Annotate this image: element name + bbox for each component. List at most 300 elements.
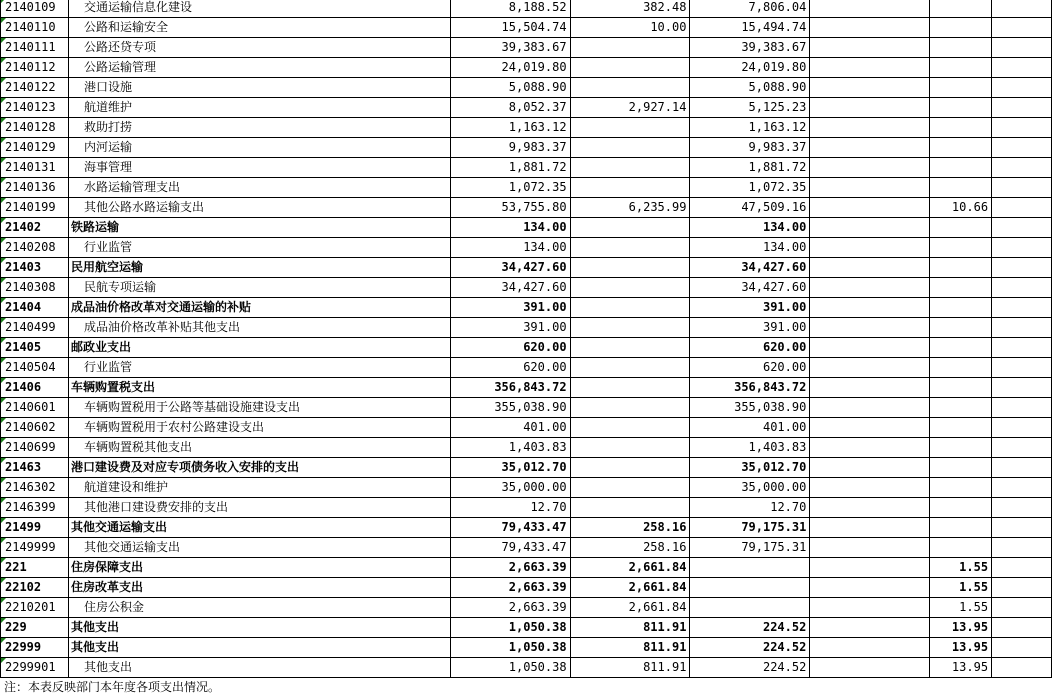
- cell-code[interactable]: 2210201: [1, 598, 69, 618]
- cell-project[interactable]: 224.52: [690, 638, 810, 658]
- cell-name[interactable]: 水路运输管理支出: [68, 178, 450, 198]
- cell-total[interactable]: 620.00: [450, 358, 570, 378]
- cell-code[interactable]: 2140123: [1, 98, 69, 118]
- cell-name[interactable]: 其他港口建设费安排的支出: [68, 498, 450, 518]
- cell-col6[interactable]: [810, 318, 930, 338]
- cell-col6[interactable]: [810, 478, 930, 498]
- cell-col6[interactable]: [810, 218, 930, 238]
- cell-basic[interactable]: 258.16: [570, 518, 690, 538]
- table-row: [1, 438, 1052, 458]
- table-row: [1, 138, 1052, 158]
- cell-col6[interactable]: [810, 158, 930, 178]
- cell-name[interactable]: 救助打捞: [68, 118, 450, 138]
- cell-col8[interactable]: [992, 58, 1052, 78]
- cell-col6[interactable]: [810, 338, 930, 358]
- cell-col8[interactable]: [992, 398, 1052, 418]
- cell-name[interactable]: 行业监管: [68, 238, 450, 258]
- cell-code[interactable]: 22102: [1, 578, 69, 598]
- cell-col7[interactable]: [930, 18, 992, 38]
- cell-total[interactable]: 620.00: [450, 338, 570, 358]
- cell-basic[interactable]: 10.00: [570, 18, 690, 38]
- cell-col7[interactable]: [930, 478, 992, 498]
- cell-project[interactable]: 34,427.60: [690, 278, 810, 298]
- cell-total[interactable]: 401.00: [450, 418, 570, 438]
- cell-col6[interactable]: [810, 238, 930, 258]
- cell-col6[interactable]: [810, 638, 930, 658]
- cell-basic[interactable]: 2,661.84: [570, 578, 690, 598]
- cell-col6[interactable]: [810, 298, 930, 318]
- cell-total[interactable]: 1,403.83: [450, 438, 570, 458]
- cell-col6[interactable]: [810, 398, 930, 418]
- cell-col6[interactable]: [810, 598, 930, 618]
- cell-col8[interactable]: [992, 438, 1052, 458]
- cell-col8[interactable]: [992, 358, 1052, 378]
- cell-col7[interactable]: [930, 98, 992, 118]
- cell-col6[interactable]: [810, 458, 930, 478]
- cell-col6[interactable]: [810, 138, 930, 158]
- cell-name[interactable]: 航道建设和维护: [68, 478, 450, 498]
- cell-code[interactable]: 2149999: [1, 538, 69, 558]
- cell-code[interactable]: 2140208: [1, 238, 69, 258]
- cell-col8[interactable]: [992, 578, 1052, 598]
- cell-name[interactable]: 住房改革支出: [68, 578, 450, 598]
- cell-col8[interactable]: [992, 378, 1052, 398]
- cell-col8[interactable]: [992, 458, 1052, 478]
- cell-code[interactable]: 22999: [1, 638, 69, 658]
- cell-project[interactable]: 15,494.74: [690, 18, 810, 38]
- cell-col6[interactable]: [810, 418, 930, 438]
- cell-basic[interactable]: [570, 178, 690, 198]
- table-row: [1, 358, 1052, 378]
- cell-code[interactable]: 2140111: [1, 38, 69, 58]
- cell-col7[interactable]: [930, 498, 992, 518]
- table-row: [1, 318, 1052, 338]
- cell-project[interactable]: 9,983.37: [690, 138, 810, 158]
- cell-basic[interactable]: [570, 158, 690, 178]
- cell-col7[interactable]: [930, 438, 992, 458]
- cell-basic[interactable]: [570, 278, 690, 298]
- cell-code[interactable]: 221: [1, 558, 69, 578]
- cell-total[interactable]: 35,012.70: [450, 458, 570, 478]
- cell-col7[interactable]: [930, 218, 992, 238]
- table-row: [1, 518, 1052, 538]
- cell-col6[interactable]: [810, 558, 930, 578]
- cell-col6[interactable]: [810, 78, 930, 98]
- table-row: [1, 0, 1052, 18]
- cell-col7[interactable]: [930, 518, 992, 538]
- cell-total[interactable]: 356,843.72: [450, 378, 570, 398]
- table-row: [1, 158, 1052, 178]
- cell-col7[interactable]: 13.95: [930, 658, 992, 678]
- cell-col8[interactable]: [992, 618, 1052, 638]
- cell-col8[interactable]: [992, 78, 1052, 98]
- cell-project[interactable]: [690, 598, 810, 618]
- cell-col6[interactable]: [810, 178, 930, 198]
- cell-col6[interactable]: [810, 58, 930, 78]
- cell-code[interactable]: 21499: [1, 518, 69, 538]
- cell-col8[interactable]: [992, 518, 1052, 538]
- cell-col7[interactable]: 1.55: [930, 598, 992, 618]
- cell-col6[interactable]: [810, 198, 930, 218]
- cell-col7[interactable]: [930, 258, 992, 278]
- cell-basic[interactable]: 6,235.99: [570, 198, 690, 218]
- cell-total[interactable]: 12.70: [450, 498, 570, 518]
- cell-project[interactable]: [690, 578, 810, 598]
- table-row: [1, 198, 1052, 218]
- cell-col8[interactable]: [992, 98, 1052, 118]
- cell-total[interactable]: 79,433.47: [450, 538, 570, 558]
- cell-total[interactable]: 39,383.67: [450, 38, 570, 58]
- cell-code[interactable]: 2140128: [1, 118, 69, 138]
- cell-col8[interactable]: [992, 598, 1052, 618]
- cell-code[interactable]: 21403: [1, 258, 69, 278]
- cell-col8[interactable]: [992, 158, 1052, 178]
- table-row: [1, 498, 1052, 518]
- cell-col6[interactable]: [810, 258, 930, 278]
- cell-col8[interactable]: [992, 258, 1052, 278]
- cell-name[interactable]: 邮政业支出: [68, 338, 450, 358]
- cell-code[interactable]: 2140112: [1, 58, 69, 78]
- cell-project[interactable]: 5,125.23: [690, 98, 810, 118]
- cell-col7[interactable]: [930, 418, 992, 438]
- cell-col7[interactable]: [930, 238, 992, 258]
- cell-total[interactable]: 24,019.80: [450, 58, 570, 78]
- cell-total[interactable]: 34,427.60: [450, 258, 570, 278]
- cell-project[interactable]: 24,019.80: [690, 58, 810, 78]
- cell-code[interactable]: 2140110: [1, 18, 69, 38]
- cell-total[interactable]: 1,050.38: [450, 618, 570, 638]
- cell-project[interactable]: 134.00: [690, 218, 810, 238]
- cell-col6[interactable]: [810, 658, 930, 678]
- cell-name[interactable]: 港口设施: [68, 78, 450, 98]
- cell-project[interactable]: 1,403.83: [690, 438, 810, 458]
- cell-total[interactable]: 1,050.38: [450, 658, 570, 678]
- cell-total[interactable]: 1,163.12: [450, 118, 570, 138]
- cell-project[interactable]: 7,806.04: [690, 0, 810, 18]
- cell-col8[interactable]: [992, 298, 1052, 318]
- cell-col7[interactable]: [930, 458, 992, 478]
- table-row: [1, 538, 1052, 558]
- cell-total[interactable]: 355,038.90: [450, 398, 570, 418]
- cell-total[interactable]: 8,188.52: [450, 0, 570, 18]
- cell-total[interactable]: 15,504.74: [450, 18, 570, 38]
- cell-col7[interactable]: 1.55: [930, 558, 992, 578]
- cell-name[interactable]: 住房公积金: [68, 598, 450, 618]
- cell-col6[interactable]: [810, 278, 930, 298]
- cell-col7[interactable]: [930, 298, 992, 318]
- cell-name[interactable]: 车辆购置税用于农村公路建设支出: [68, 418, 450, 438]
- cell-project[interactable]: 620.00: [690, 358, 810, 378]
- cell-basic[interactable]: [570, 418, 690, 438]
- cell-col8[interactable]: [992, 198, 1052, 218]
- cell-col7[interactable]: [930, 358, 992, 378]
- cell-col6[interactable]: [810, 438, 930, 458]
- cell-col7[interactable]: [930, 78, 992, 98]
- cell-basic[interactable]: 811.91: [570, 638, 690, 658]
- cell-project[interactable]: 12.70: [690, 498, 810, 518]
- cell-project[interactable]: 224.52: [690, 658, 810, 678]
- cell-col7[interactable]: [930, 138, 992, 158]
- cell-col8[interactable]: [992, 498, 1052, 518]
- cell-basic[interactable]: 258.16: [570, 538, 690, 558]
- cell-col8[interactable]: [992, 178, 1052, 198]
- cell-basic[interactable]: [570, 358, 690, 378]
- cell-project[interactable]: 5,088.90: [690, 78, 810, 98]
- cell-code[interactable]: 2146399: [1, 498, 69, 518]
- cell-name[interactable]: 成品油价格改革对交通运输的补贴: [68, 298, 450, 318]
- cell-code[interactable]: 2140504: [1, 358, 69, 378]
- cell-total[interactable]: 391.00: [450, 298, 570, 318]
- cell-code[interactable]: 21406: [1, 378, 69, 398]
- cell-col8[interactable]: [992, 0, 1052, 18]
- cell-name[interactable]: 成品油价格改革补贴其他支出: [68, 318, 450, 338]
- cell-name[interactable]: 车辆购置税用于公路等基础设施建设支出: [68, 398, 450, 418]
- cell-basic[interactable]: 2,661.84: [570, 598, 690, 618]
- cell-basic[interactable]: [570, 218, 690, 238]
- cell-code[interactable]: 2146302: [1, 478, 69, 498]
- cell-name[interactable]: 其他支出: [68, 638, 450, 658]
- cell-col8[interactable]: [992, 418, 1052, 438]
- cell-basic[interactable]: [570, 258, 690, 278]
- table-row: [1, 18, 1052, 38]
- cell-code[interactable]: 21405: [1, 338, 69, 358]
- cell-code[interactable]: 2140499: [1, 318, 69, 338]
- table-row: [1, 458, 1052, 478]
- cell-project[interactable]: 1,072.35: [690, 178, 810, 198]
- cell-total[interactable]: 8,052.37: [450, 98, 570, 118]
- cell-col8[interactable]: [992, 538, 1052, 558]
- cell-col7[interactable]: 1.55: [930, 578, 992, 598]
- cell-project[interactable]: [690, 558, 810, 578]
- cell-total[interactable]: 391.00: [450, 318, 570, 338]
- cell-total[interactable]: 134.00: [450, 238, 570, 258]
- cell-total[interactable]: 5,088.90: [450, 78, 570, 98]
- table-row: [1, 118, 1052, 138]
- cell-project[interactable]: 355,038.90: [690, 398, 810, 418]
- cell-col6[interactable]: [810, 98, 930, 118]
- cell-name[interactable]: 铁路运输: [68, 218, 450, 238]
- cell-col6[interactable]: [810, 578, 930, 598]
- cell-col7[interactable]: [930, 338, 992, 358]
- cell-basic[interactable]: [570, 118, 690, 138]
- table-row: [1, 278, 1052, 298]
- cell-col6[interactable]: [810, 538, 930, 558]
- cell-code[interactable]: 21404: [1, 298, 69, 318]
- cell-code[interactable]: 2140602: [1, 418, 69, 438]
- cell-basic[interactable]: [570, 478, 690, 498]
- cell-basic[interactable]: [570, 338, 690, 358]
- cell-basic[interactable]: 2,927.14: [570, 98, 690, 118]
- cell-code[interactable]: 229: [1, 618, 69, 638]
- cell-col7[interactable]: 10.66: [930, 198, 992, 218]
- cell-code[interactable]: 21463: [1, 458, 69, 478]
- cell-name[interactable]: 海事管理: [68, 158, 450, 178]
- cell-name[interactable]: 车辆购置税支出: [68, 378, 450, 398]
- cell-col8[interactable]: [992, 658, 1052, 678]
- table-row: [1, 638, 1052, 658]
- cell-code[interactable]: 2140601: [1, 398, 69, 418]
- table-row: [1, 558, 1052, 578]
- cell-name[interactable]: 其他交通运输支出: [68, 538, 450, 558]
- cell-total[interactable]: 9,983.37: [450, 138, 570, 158]
- cell-project[interactable]: 391.00: [690, 298, 810, 318]
- cell-name[interactable]: 港口建设费及对应专项债务收入安排的支出: [68, 458, 450, 478]
- cell-project[interactable]: 39,383.67: [690, 38, 810, 58]
- cell-basic[interactable]: [570, 58, 690, 78]
- cell-total[interactable]: 2,663.39: [450, 598, 570, 618]
- cell-basic[interactable]: [570, 318, 690, 338]
- cell-project[interactable]: 224.52: [690, 618, 810, 638]
- cell-basic[interactable]: [570, 238, 690, 258]
- cell-basic[interactable]: 382.48: [570, 0, 690, 18]
- cell-name[interactable]: 交通运输信息化建设: [68, 0, 450, 18]
- cell-name[interactable]: 内河运输: [68, 138, 450, 158]
- cell-code[interactable]: 2140699: [1, 438, 69, 458]
- table-row: [1, 578, 1052, 598]
- cell-basic[interactable]: [570, 298, 690, 318]
- cell-col7[interactable]: [930, 398, 992, 418]
- cell-col7[interactable]: [930, 178, 992, 198]
- cell-project[interactable]: 134.00: [690, 238, 810, 258]
- cell-col6[interactable]: [810, 0, 930, 18]
- cell-col7[interactable]: [930, 538, 992, 558]
- cell-col8[interactable]: [992, 18, 1052, 38]
- cell-name[interactable]: 民用航空运输: [68, 258, 450, 278]
- cell-total[interactable]: 134.00: [450, 218, 570, 238]
- cell-basic[interactable]: [570, 398, 690, 418]
- cell-col7[interactable]: [930, 58, 992, 78]
- cell-col7[interactable]: [930, 318, 992, 338]
- cell-col6[interactable]: [810, 18, 930, 38]
- cell-code[interactable]: 2140199: [1, 198, 69, 218]
- cell-col7[interactable]: [930, 38, 992, 58]
- cell-col6[interactable]: [810, 358, 930, 378]
- cell-total[interactable]: 1,881.72: [450, 158, 570, 178]
- cell-name[interactable]: 住房保障支出: [68, 558, 450, 578]
- cell-total[interactable]: 53,755.80: [450, 198, 570, 218]
- cell-project[interactable]: 35,012.70: [690, 458, 810, 478]
- cell-col8[interactable]: [992, 338, 1052, 358]
- cell-name[interactable]: 公路还贷专项: [68, 38, 450, 58]
- cell-code[interactable]: 2140308: [1, 278, 69, 298]
- cell-project[interactable]: 79,175.31: [690, 538, 810, 558]
- cell-col8[interactable]: [992, 38, 1052, 58]
- cell-project[interactable]: 79,175.31: [690, 518, 810, 538]
- cell-basic[interactable]: 2,661.84: [570, 558, 690, 578]
- cell-col7[interactable]: [930, 118, 992, 138]
- cell-col7[interactable]: [930, 158, 992, 178]
- table-row: [1, 418, 1052, 438]
- cell-col8[interactable]: [992, 638, 1052, 658]
- cell-col6[interactable]: [810, 118, 930, 138]
- cell-col8[interactable]: [992, 218, 1052, 238]
- cell-name[interactable]: 公路和运输安全: [68, 18, 450, 38]
- cell-col6[interactable]: [810, 38, 930, 58]
- table-row: [1, 258, 1052, 278]
- cell-total[interactable]: 79,433.47: [450, 518, 570, 538]
- cell-basic[interactable]: [570, 438, 690, 458]
- cell-basic[interactable]: [570, 378, 690, 398]
- cell-project[interactable]: 35,000.00: [690, 478, 810, 498]
- cell-total[interactable]: 1,050.38: [450, 638, 570, 658]
- cell-basic[interactable]: 811.91: [570, 658, 690, 678]
- cell-code[interactable]: 2140136: [1, 178, 69, 198]
- table-row: [1, 178, 1052, 198]
- table-row: [1, 658, 1052, 678]
- cell-col7[interactable]: [930, 0, 992, 18]
- cell-project[interactable]: 356,843.72: [690, 378, 810, 398]
- cell-basic[interactable]: [570, 138, 690, 158]
- cell-col7[interactable]: [930, 278, 992, 298]
- table-row: [1, 38, 1052, 58]
- cell-col8[interactable]: [992, 318, 1052, 338]
- table-row: [1, 598, 1052, 618]
- cell-name[interactable]: 其他交通运输支出: [68, 518, 450, 538]
- cell-col8[interactable]: [992, 478, 1052, 498]
- cell-name[interactable]: 民航专项运输: [68, 278, 450, 298]
- cell-total[interactable]: 2,663.39: [450, 578, 570, 598]
- cell-col6[interactable]: [810, 378, 930, 398]
- cell-name[interactable]: 航道维护: [68, 98, 450, 118]
- table-row: [1, 338, 1052, 358]
- cell-code[interactable]: 2140131: [1, 158, 69, 178]
- cell-code[interactable]: 2140109: [1, 0, 69, 18]
- cell-basic[interactable]: 811.91: [570, 618, 690, 638]
- cell-project[interactable]: 401.00: [690, 418, 810, 438]
- cell-basic[interactable]: [570, 38, 690, 58]
- cell-project[interactable]: 34,427.60: [690, 258, 810, 278]
- cell-col6[interactable]: [810, 498, 930, 518]
- cell-col7[interactable]: 13.95: [930, 618, 992, 638]
- table-row: [1, 78, 1052, 98]
- cell-project[interactable]: 1,163.12: [690, 118, 810, 138]
- cell-name[interactable]: 行业监管: [68, 358, 450, 378]
- cell-col8[interactable]: [992, 238, 1052, 258]
- cell-col8[interactable]: [992, 118, 1052, 138]
- cell-name[interactable]: 其他支出: [68, 658, 450, 678]
- cell-col8[interactable]: [992, 278, 1052, 298]
- cell-col7[interactable]: [930, 378, 992, 398]
- cell-code[interactable]: 21402: [1, 218, 69, 238]
- cell-basic[interactable]: [570, 78, 690, 98]
- cell-col6[interactable]: [810, 618, 930, 638]
- cell-col6[interactable]: [810, 518, 930, 538]
- cell-project[interactable]: 391.00: [690, 318, 810, 338]
- cell-col8[interactable]: [992, 558, 1052, 578]
- cell-code[interactable]: 2140129: [1, 138, 69, 158]
- cell-project[interactable]: 620.00: [690, 338, 810, 358]
- cell-name[interactable]: 公路运输管理: [68, 58, 450, 78]
- cell-basic[interactable]: [570, 458, 690, 478]
- table-note: 注：本表反映部门本年度各项支出情况。: [4, 680, 221, 694]
- cell-name[interactable]: 车辆购置税其他支出: [68, 438, 450, 458]
- cell-name[interactable]: 其他支出: [68, 618, 450, 638]
- cell-basic[interactable]: [570, 498, 690, 518]
- cell-total[interactable]: 35,000.00: [450, 478, 570, 498]
- cell-total[interactable]: 2,663.39: [450, 558, 570, 578]
- cell-col8[interactable]: [992, 138, 1052, 158]
- cell-code[interactable]: 2299901: [1, 658, 69, 678]
- cell-code[interactable]: 2140122: [1, 78, 69, 98]
- cell-project[interactable]: 47,509.16: [690, 198, 810, 218]
- table-body: [1, 0, 1052, 678]
- cell-col7[interactable]: 13.95: [930, 638, 992, 658]
- cell-total[interactable]: 1,072.35: [450, 178, 570, 198]
- table-row: [1, 618, 1052, 638]
- cell-total[interactable]: 34,427.60: [450, 278, 570, 298]
- cell-project[interactable]: 1,881.72: [690, 158, 810, 178]
- cell-name[interactable]: 其他公路水路运输支出: [68, 198, 450, 218]
